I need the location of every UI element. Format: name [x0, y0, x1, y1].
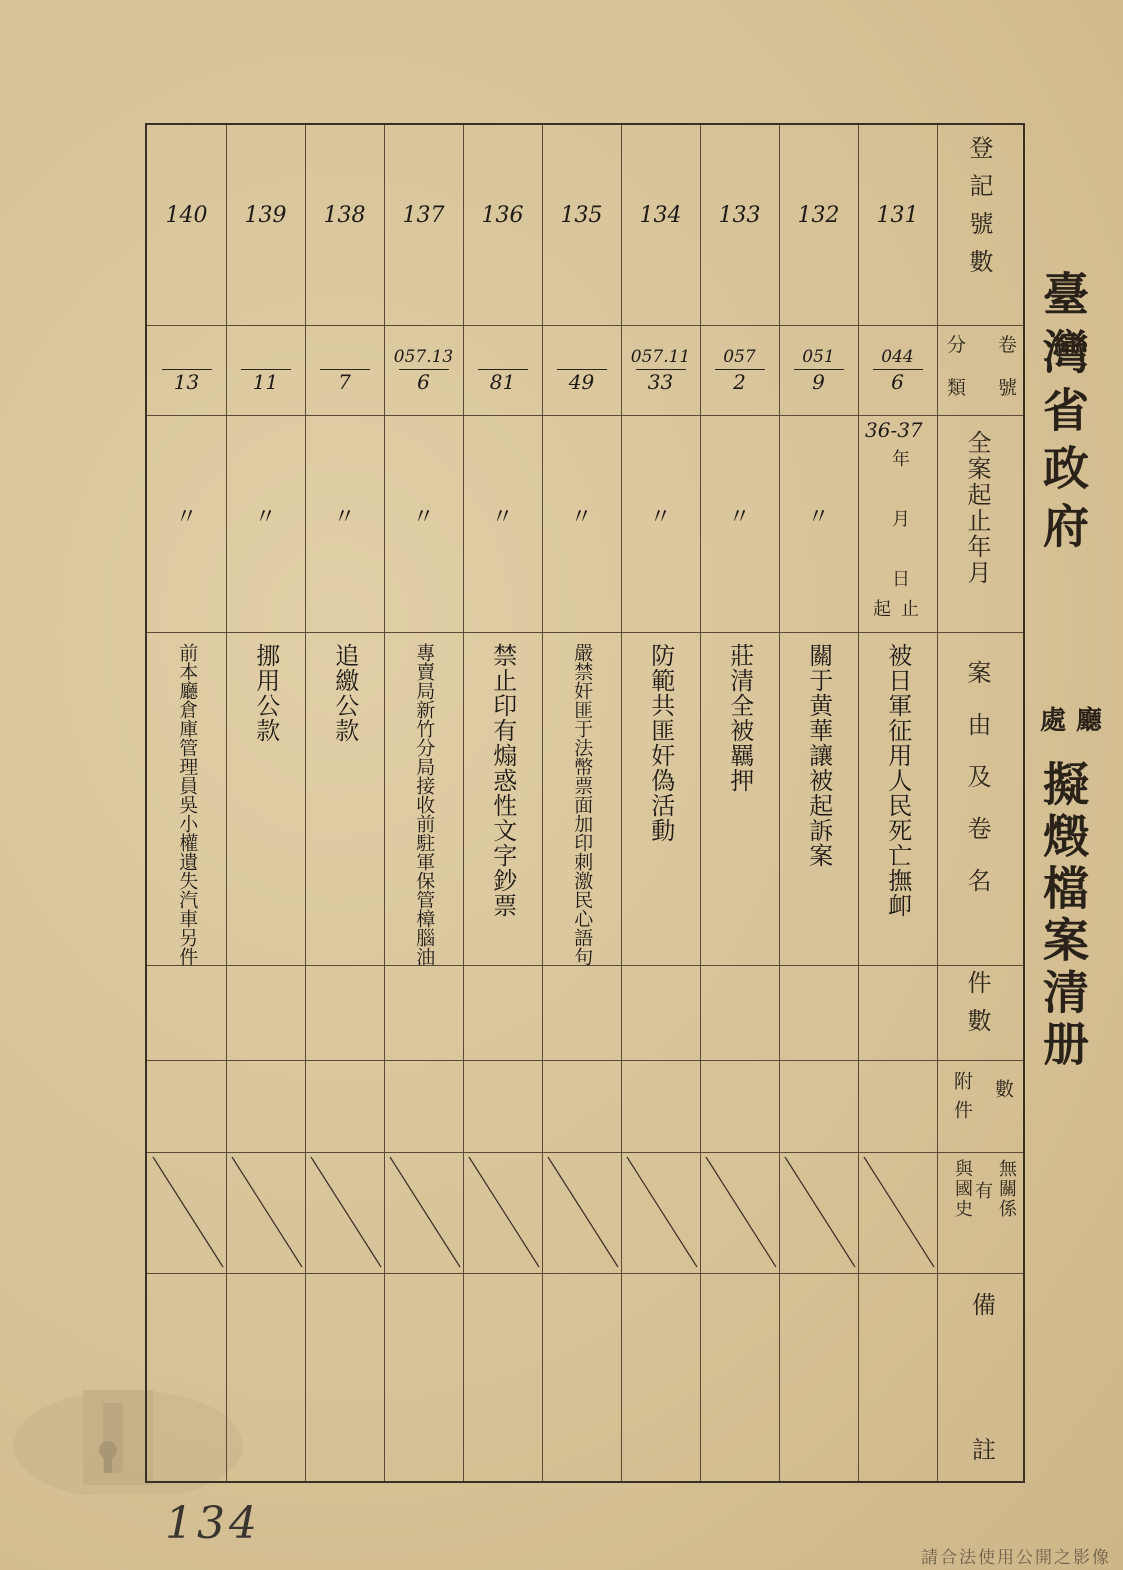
period-ditto: 〃	[570, 505, 593, 530]
header-attach-count: 數	[992, 1079, 1014, 1098]
volume-class-cell	[463, 347, 542, 394]
regno-cell: 135	[560, 203, 603, 228]
header-remarks-a: 備	[972, 1291, 996, 1319]
header-period: 全案起止年月	[963, 430, 991, 586]
volume-class-cell	[858, 347, 937, 394]
handwritten-page-number: 134	[165, 1498, 261, 1549]
header-remarks-b: 註	[972, 1436, 996, 1464]
case-title-cell	[542, 643, 621, 966]
header-volume-top: 卷	[997, 334, 1017, 356]
header-relevance-a: 無關係	[996, 1159, 1017, 1219]
row-rule	[147, 1152, 1023, 1153]
case-title-cell	[700, 643, 779, 793]
case-title: 挪用公款	[251, 643, 280, 743]
column-rule	[226, 125, 227, 1481]
class-code: 051	[802, 347, 835, 367]
column-rule	[700, 125, 701, 1481]
class-code	[226, 347, 305, 369]
volume-class-cell	[147, 347, 226, 394]
period-ditto: 〃	[254, 505, 277, 530]
case-title-cell	[384, 643, 463, 966]
case-title: 莊清全被羈押	[725, 643, 754, 793]
case-title: 禁止印有煽惑性文字鈔票	[488, 643, 517, 918]
period-month-char: 月	[892, 509, 910, 530]
destruction-list-table	[145, 123, 1025, 1483]
volume-number: 81	[489, 370, 516, 394]
class-code	[147, 347, 226, 369]
case-title: 被日軍征用人民死亡撫卹	[883, 643, 912, 918]
diagonal-strike	[779, 1155, 858, 1271]
diagonal-strike	[384, 1155, 463, 1271]
case-title: 專賣局新竹分局接收前駐軍保管樟腦油	[413, 643, 436, 966]
diagonal-strike	[463, 1155, 542, 1271]
volume-class-cell	[226, 347, 305, 394]
case-title-cell	[621, 643, 700, 843]
row-rule	[147, 1273, 1023, 1274]
case-title: 關于黄華讓被起訴案	[804, 643, 833, 868]
regno-cell: 138	[323, 203, 366, 228]
case-title: 前本廳倉庫管理員吳小權遺失汽車另件	[176, 643, 199, 966]
class-code: 057.11	[630, 347, 691, 367]
usage-watermark: 請合法使用公開之影像	[921, 1548, 1111, 1568]
period-years: 36-37	[865, 418, 923, 442]
header-relevance-c: 與國史	[952, 1159, 973, 1219]
document-title: 擬燬檔案清册	[1036, 760, 1090, 1072]
period-ditto: 〃	[491, 505, 514, 530]
volume-number: 9	[812, 370, 825, 394]
volume-class-cell	[542, 347, 621, 394]
case-title-cell	[147, 643, 226, 966]
regno-cell: 137	[402, 203, 445, 228]
header-volume-bot: 號	[997, 377, 1017, 399]
header-volume-top2: 分	[947, 334, 967, 356]
volume-number: 7	[338, 370, 351, 394]
diagonal-strike	[621, 1155, 700, 1271]
volume-class-cell	[621, 347, 700, 394]
header-case: 案由及卷名	[963, 660, 991, 920]
header-attach-label: 附件	[951, 1071, 973, 1129]
volume-class-cell	[384, 347, 463, 394]
header-attachments	[947, 1063, 1019, 1151]
row-rule	[147, 1060, 1023, 1061]
volume-number: 49	[568, 370, 595, 394]
period-day-char: 日	[892, 569, 910, 590]
volume-number: 13	[173, 370, 200, 394]
volume-number: 6	[891, 370, 904, 394]
volume-class-cell	[305, 347, 384, 394]
period-start-end: 起止	[873, 599, 929, 620]
period-ditto: 〃	[333, 505, 356, 530]
row-rule	[147, 325, 1023, 326]
case-title-cell	[226, 643, 305, 743]
regno-cell: 131	[876, 203, 919, 228]
class-code	[305, 347, 384, 369]
volume-number: 2	[733, 370, 746, 394]
diagonal-strike	[858, 1155, 937, 1271]
header-count: 件數	[963, 970, 991, 1046]
regno-cell: 139	[244, 203, 287, 228]
case-title-cell	[858, 643, 937, 918]
regno-cell: 134	[639, 203, 682, 228]
class-code	[542, 347, 621, 369]
period-ditto: 〃	[807, 505, 830, 530]
period-year-char: 年	[892, 449, 910, 470]
volume-number: 6	[417, 370, 430, 394]
period-ditto: 〃	[728, 505, 751, 530]
case-title: 防範共匪奸偽活動	[646, 643, 675, 843]
row-rule	[147, 632, 1023, 633]
case-title: 嚴禁奸匪于法幣票面加印刺激民心語句	[571, 643, 594, 966]
office-row-label	[1040, 700, 1112, 737]
volume-number: 33	[647, 370, 674, 394]
regno-cell: 136	[481, 203, 524, 228]
header-volume-bot2: 類	[947, 377, 967, 399]
regno-cell: 133	[718, 203, 761, 228]
diagonal-strike	[147, 1155, 226, 1271]
agency-title: 臺灣省政府	[1036, 270, 1090, 560]
volume-number: 11	[252, 370, 279, 394]
class-code: 057.13	[393, 347, 454, 367]
case-title-cell	[779, 643, 858, 868]
regno-cell: 140	[165, 203, 208, 228]
class-code	[463, 347, 542, 369]
office-row-text: 處廳	[1040, 706, 1113, 736]
regno-cell: 132	[797, 203, 840, 228]
class-code: 044	[881, 347, 914, 367]
case-title: 追繳公款	[330, 643, 359, 743]
diagonal-strike	[542, 1155, 621, 1271]
diagonal-strike	[305, 1155, 384, 1271]
column-rule	[937, 125, 938, 1481]
row-rule	[147, 415, 1023, 416]
header-volume-class	[947, 330, 1017, 400]
header-regno: 登記號數	[965, 135, 993, 287]
period-ditto: 〃	[412, 505, 435, 530]
volume-class-cell	[779, 347, 858, 394]
period-ditto: 〃	[175, 505, 198, 530]
header-relevance-b: 有	[972, 1181, 993, 1199]
volume-class-cell	[700, 347, 779, 394]
case-title-cell	[463, 643, 542, 918]
column-rule	[305, 125, 306, 1481]
period-ditto: 〃	[649, 505, 672, 530]
header-relevance	[947, 1155, 1019, 1270]
diagonal-strike	[700, 1155, 779, 1271]
case-title-cell	[305, 643, 384, 743]
diagonal-strike	[226, 1155, 305, 1271]
class-code: 057	[723, 347, 756, 367]
